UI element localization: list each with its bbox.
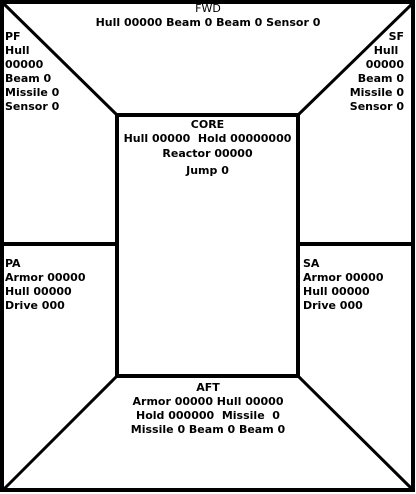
- aft-hold-missile: Hold 000000 Missile 0: [136, 409, 280, 422]
- core-reactor: Reactor 00000: [162, 147, 253, 160]
- aft-missile-beams: Missile 0 Beam 0 Beam 0: [130, 423, 286, 436]
- pf-section: [5, 30, 59, 114]
- core-hull-hold: Hull 00000 Hold 00000000: [123, 132, 292, 145]
- pa-drive: Drive 000: [5, 299, 65, 312]
- sa-section: [303, 257, 383, 313]
- aft-section: [100, 381, 316, 437]
- pf-missile: Missile 0: [5, 86, 60, 99]
- core-section: [119, 118, 296, 180]
- pf-beam: Beam 0: [5, 72, 52, 85]
- sf-hull-label: Hull: [373, 44, 399, 57]
- sa-hull: Hull 00000: [303, 285, 370, 298]
- pa-hull: Hull 00000: [5, 285, 72, 298]
- fwd-title: FWD: [195, 2, 221, 15]
- sf-sensor: Sensor 0: [349, 100, 404, 113]
- fwd-section: [0, 2, 416, 30]
- sa-armor: Armor 00000: [303, 271, 384, 284]
- pa-section: [5, 257, 85, 313]
- pf-hull-value: 00000: [5, 58, 44, 71]
- sf-missile: Missile 0: [349, 86, 404, 99]
- sa-drive: Drive 000: [303, 299, 363, 312]
- core-title: CORE: [190, 118, 225, 131]
- pf-sensor: Sensor 0: [5, 100, 60, 113]
- pa-title: PA: [5, 257, 21, 270]
- aft-armor-hull: Armor 00000 Hull 00000: [132, 395, 284, 408]
- sf-title: SF: [388, 30, 404, 43]
- sf-section: [350, 30, 404, 114]
- sf-hull-value: 00000: [365, 58, 404, 71]
- aft-title: AFT: [196, 381, 220, 394]
- sa-title: SA: [303, 257, 320, 270]
- pf-title: PF: [5, 30, 21, 43]
- pa-armor: Armor 00000: [5, 271, 86, 284]
- pf-hull-label: Hull: [5, 44, 30, 57]
- core-jump: Jump 0: [186, 164, 229, 177]
- sf-beam: Beam 0: [357, 72, 404, 85]
- fwd-stats: Hull 00000 Beam 0 Beam 0 Sensor 0: [95, 16, 321, 29]
